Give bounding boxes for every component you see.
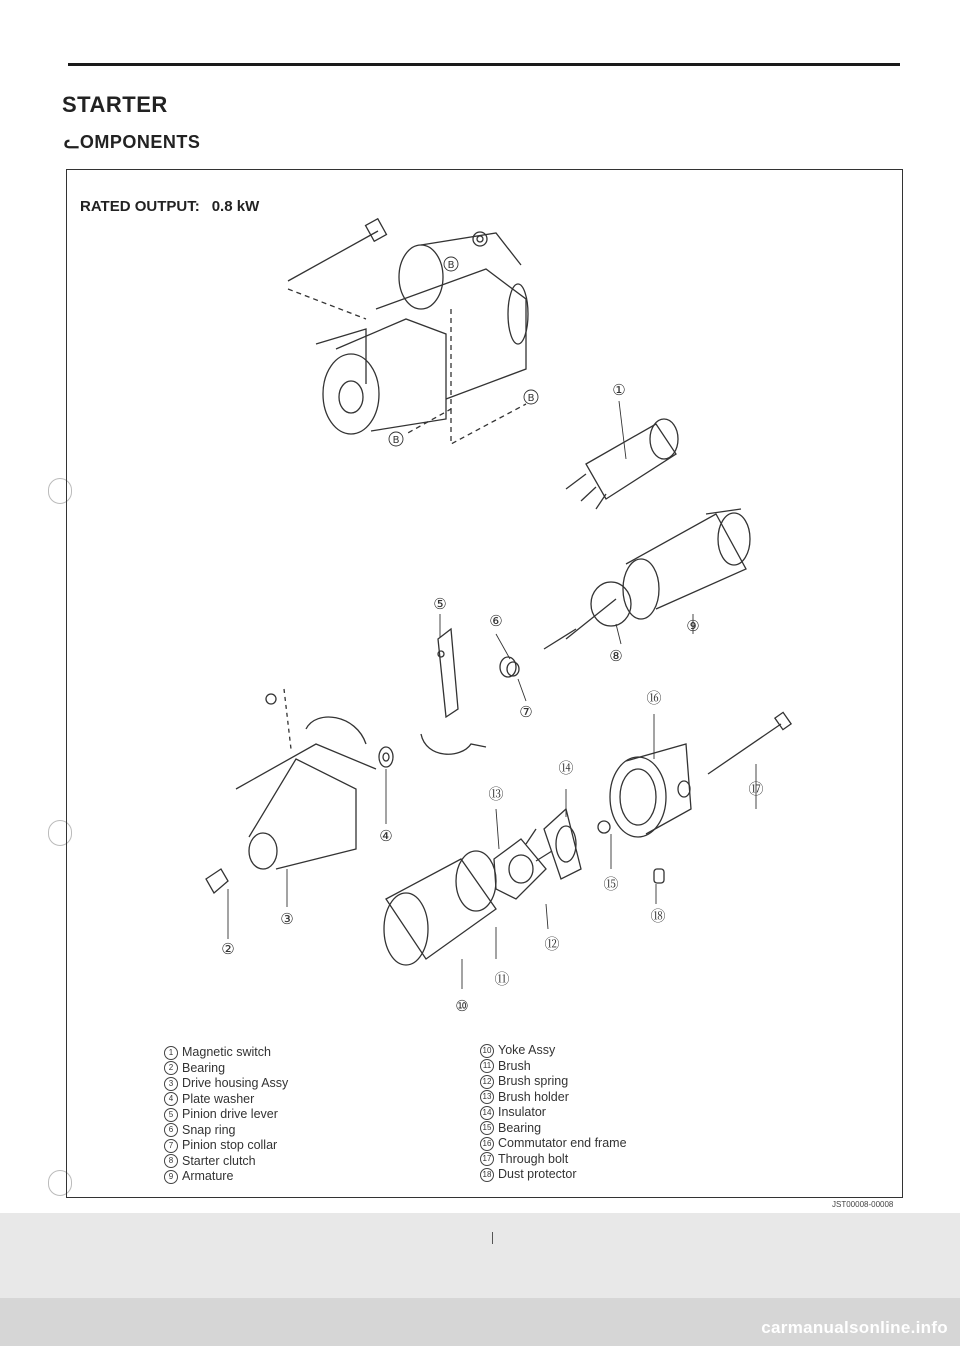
header-rule: [68, 63, 900, 66]
leader-lines: [228, 401, 756, 989]
legend-number: 3: [164, 1077, 178, 1091]
drive-housing-drawing: [236, 689, 376, 869]
brush-holder-drawing: [494, 829, 552, 899]
callout-2: ②: [221, 940, 235, 958]
legend-item: [480, 1136, 627, 1152]
section-title: ᓚOMPONENTS: [64, 132, 201, 152]
legend-item: [164, 1138, 288, 1154]
legend-number: 11: [480, 1059, 494, 1073]
figure-code: JST00008-00008: [832, 1200, 894, 1209]
legend-label: Brush: [498, 1058, 531, 1073]
page-mark: [492, 1232, 493, 1244]
insulator-drawing: [544, 809, 581, 879]
legend-left: [164, 1045, 288, 1185]
bolt-marker-b: B: [447, 260, 455, 271]
legend-number: 9: [164, 1170, 178, 1184]
legend-label: Commutator end frame: [498, 1136, 627, 1150]
callout-4: ④: [379, 827, 393, 845]
legend-label: Pinion stop collar: [182, 1138, 278, 1152]
legend-label: Magnetic switch: [182, 1045, 271, 1059]
legend-label: Armature: [182, 1169, 234, 1183]
legend-item: [480, 1167, 627, 1183]
callout-5: ⑤: [433, 595, 447, 613]
callout-15: ⑮: [603, 875, 619, 893]
legend-number: 6: [164, 1123, 178, 1137]
assembled-through-bolt: [288, 219, 386, 281]
callout-3: ③: [280, 910, 294, 928]
legend-number: 8: [164, 1154, 178, 1168]
callout-16: ⑯: [646, 689, 662, 707]
yoke-drawing: [384, 851, 496, 965]
legend-item: [480, 1043, 627, 1059]
footer-bar: [0, 1298, 960, 1346]
bolt-dash-lines: [288, 289, 526, 444]
legend-label: Bearing: [182, 1060, 226, 1075]
legend-label: Snap ring: [182, 1122, 236, 1137]
legend-label: Brush holder: [498, 1089, 569, 1104]
legend-label: Starter clutch: [182, 1153, 256, 1168]
plate-washer-drawing: [379, 747, 393, 767]
page-title: STARTER: [62, 92, 168, 117]
legend-number: 17: [480, 1152, 494, 1166]
legend-item: [164, 1123, 288, 1139]
legend-right: [480, 1043, 627, 1183]
legend-number: 5: [164, 1108, 178, 1122]
commutator-frame-drawing: [598, 744, 691, 837]
legend-number: 13: [480, 1090, 494, 1104]
legend-item: [480, 1121, 627, 1137]
callout-14: ⑭: [558, 759, 574, 777]
rated-output-value: 0.8 kW: [211, 198, 260, 215]
legend-number: 12: [480, 1075, 494, 1089]
legend-label: Insulator: [498, 1105, 546, 1119]
legend-label: Bearing: [498, 1120, 542, 1135]
callout-7: ⑦: [519, 703, 533, 721]
callout-8: ⑧: [609, 647, 623, 665]
legend-label: Brush spring: [498, 1074, 569, 1088]
through-bolt-drawing: [708, 712, 791, 774]
callout-13: ⑬: [488, 785, 504, 803]
watermark-text[interactable]: carmanualsonline.info: [761, 1318, 948, 1337]
legend-item: [480, 1074, 627, 1090]
legend-item: [164, 1154, 288, 1170]
rated-output-label: RATED OUTPUT:: [80, 198, 200, 215]
legend-number: 16: [480, 1137, 494, 1151]
legend-item: [480, 1105, 627, 1121]
legend-item: [480, 1090, 627, 1106]
dust-protector-drawing: [654, 869, 664, 883]
legend-item: [164, 1107, 288, 1123]
armature-drawing: [544, 509, 750, 649]
snap-ring-drawing: [500, 657, 519, 677]
legend-label: Plate washer: [182, 1091, 255, 1106]
assembled-starter-drawing: [316, 232, 528, 434]
legend-item: [164, 1045, 288, 1061]
legend-item: [480, 1059, 627, 1075]
magnetic-switch-drawing: [566, 419, 678, 509]
callout-10: ⑩: [455, 997, 469, 1015]
pinion-lever-drawing: [421, 629, 486, 754]
exploded-view-diagram: [66, 169, 901, 1196]
callout-11: ⑪: [494, 970, 510, 988]
scan-shading: [0, 1213, 960, 1298]
legend-number: 2: [164, 1061, 178, 1075]
callout-18: ⑱: [650, 907, 666, 925]
callout-17: ⑰: [748, 780, 764, 798]
bearing-drawing: [206, 869, 228, 893]
legend-number: 7: [164, 1139, 178, 1153]
callout-1: ①: [612, 381, 626, 399]
legend-item: [164, 1169, 288, 1185]
legend-number: 18: [480, 1168, 494, 1182]
legend-number: 1: [164, 1046, 178, 1060]
legend-label: Yoke Assy: [498, 1043, 556, 1057]
legend-label: Pinion drive lever: [182, 1107, 278, 1121]
legend-label: Dust protector: [498, 1167, 577, 1181]
legend-item: [480, 1152, 627, 1168]
callout-12: ⑫: [544, 935, 560, 953]
callout-6: ⑥: [489, 612, 503, 630]
legend-number: 4: [164, 1092, 178, 1106]
legend-number: 10: [480, 1044, 494, 1058]
legend-number: 14: [480, 1106, 494, 1120]
legend-number: 15: [480, 1121, 494, 1135]
legend-item: [164, 1061, 288, 1077]
legend-label: Drive housing Assy: [182, 1076, 289, 1090]
bolt-marker-b: B: [392, 435, 400, 446]
legend-label: Through bolt: [498, 1151, 569, 1166]
callout-9: ⑨: [686, 617, 700, 635]
bolt-marker-b: B: [527, 393, 535, 404]
legend-item: [164, 1076, 288, 1092]
legend-item: [164, 1092, 288, 1108]
